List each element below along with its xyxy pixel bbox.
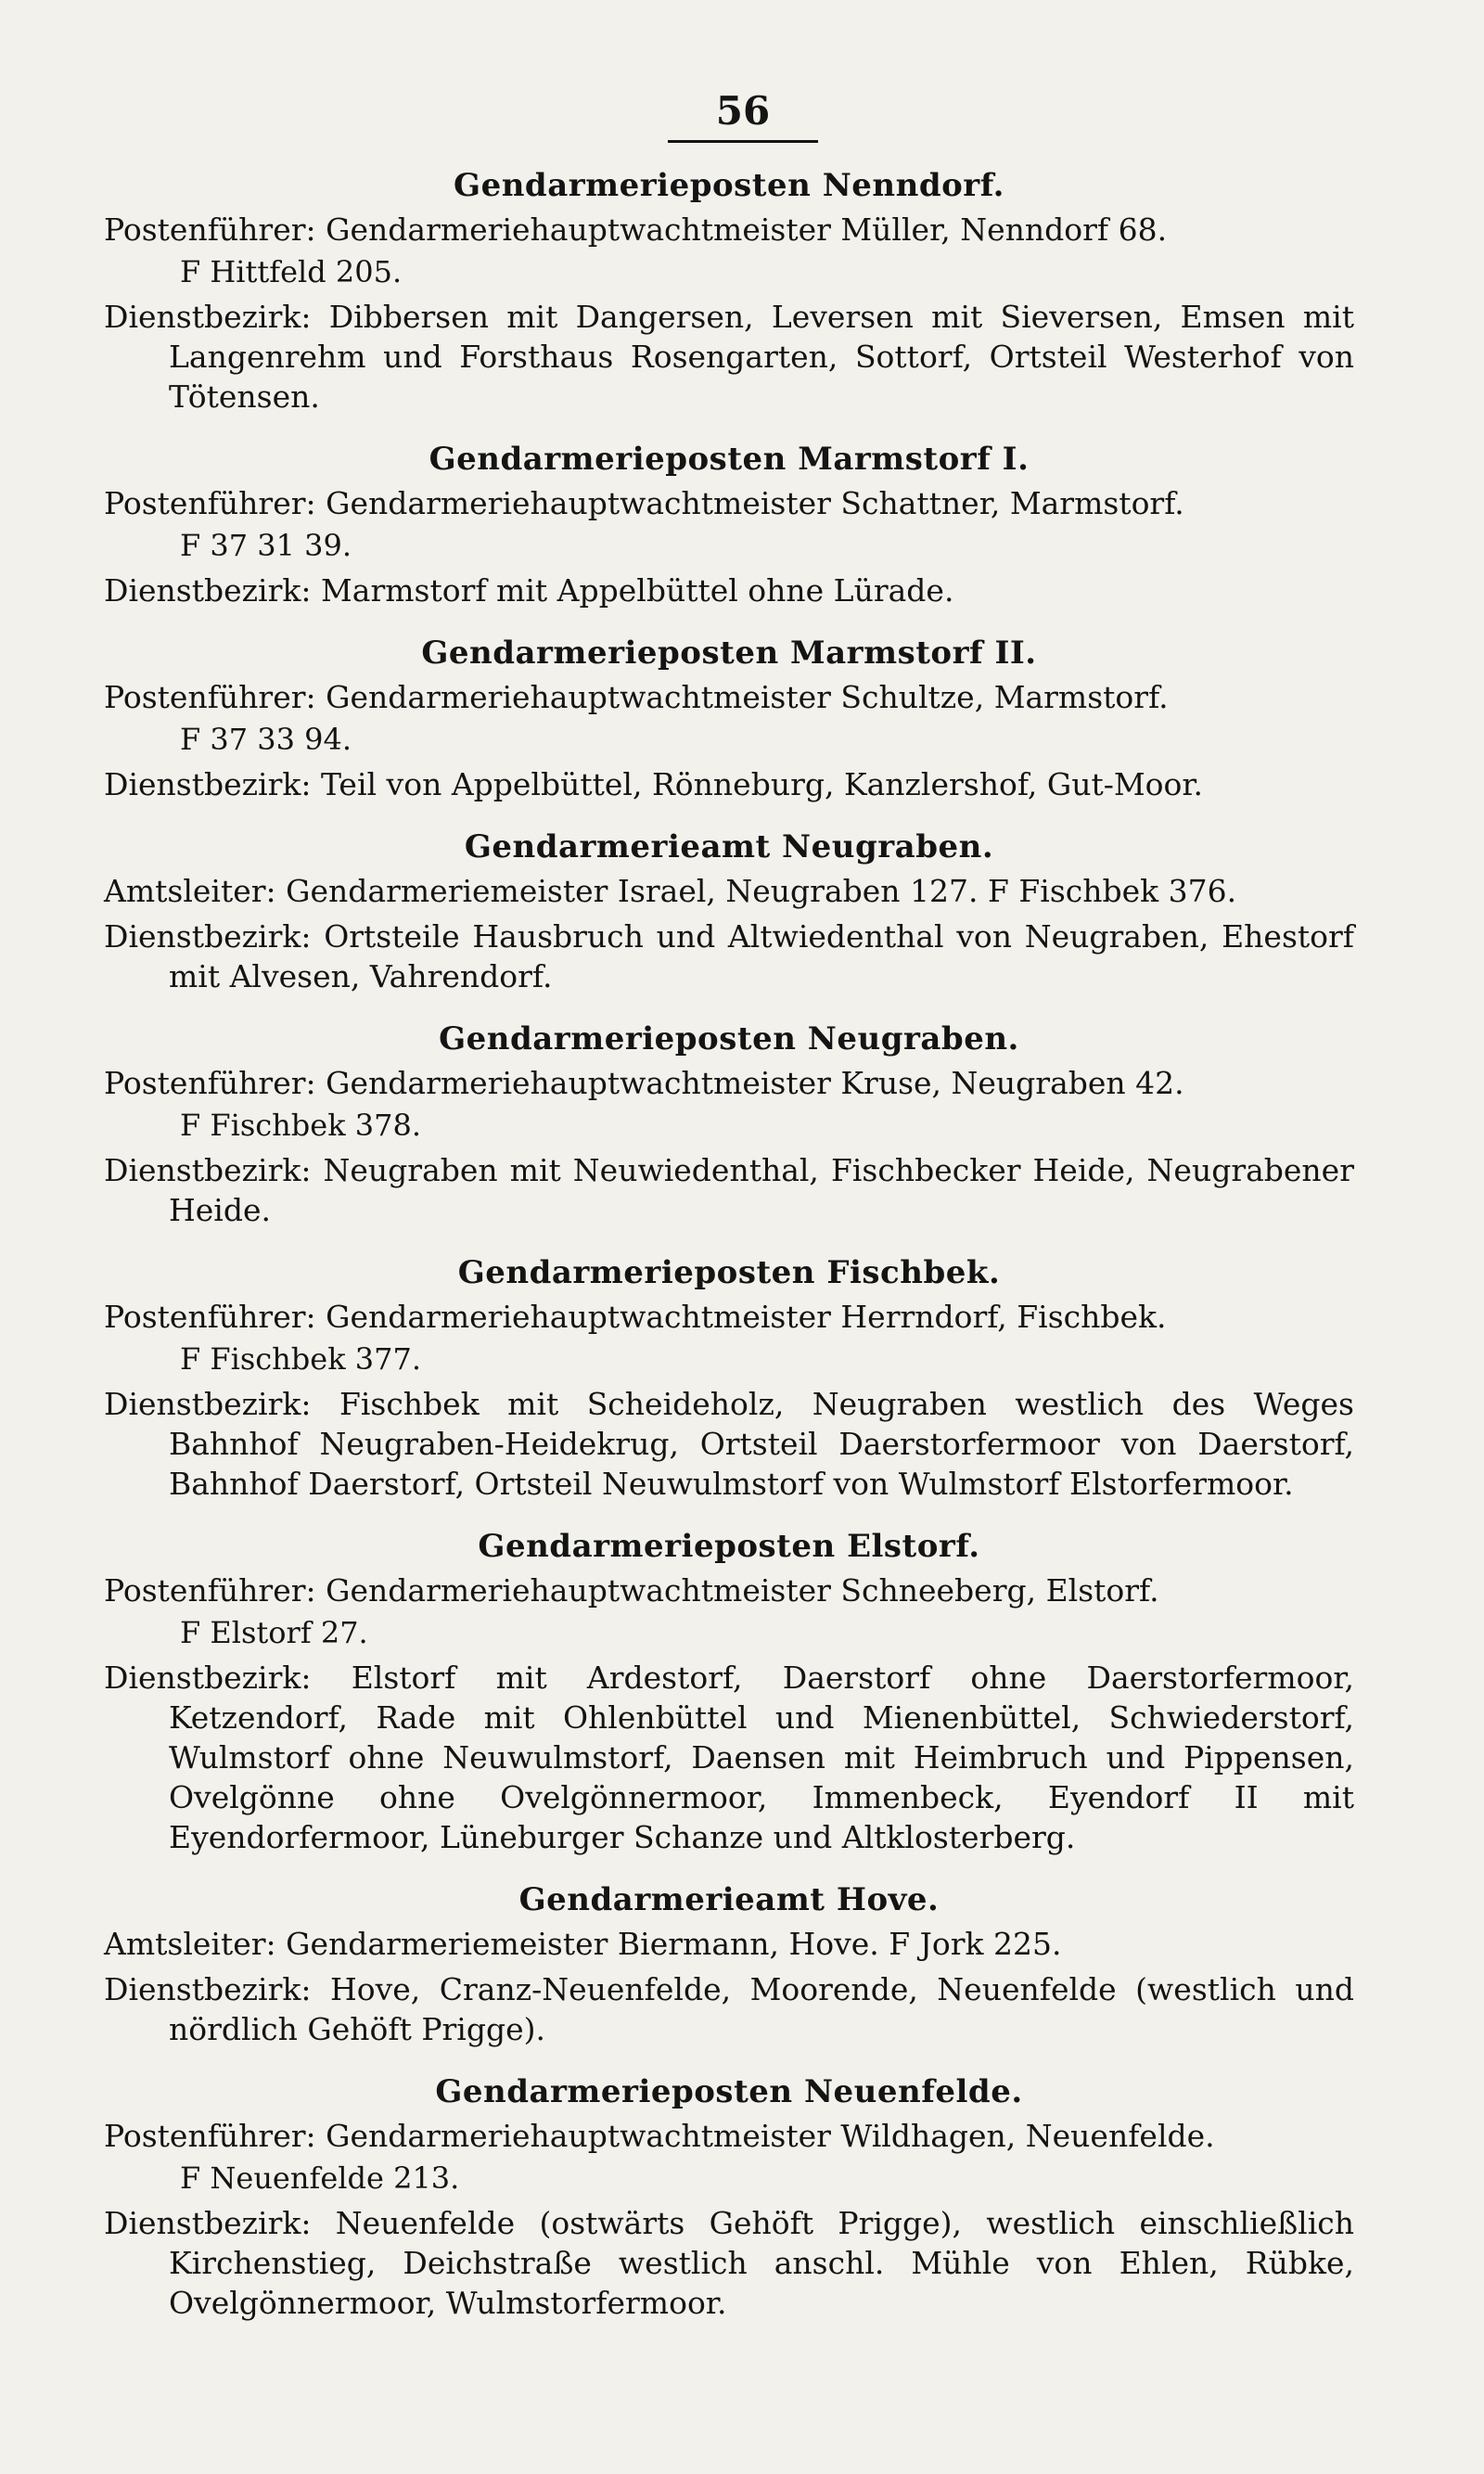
- entry-label: Postenführer:: [104, 679, 316, 716]
- entry-text: Gendarmeriehauptwachtmeister Schultze, Marmstorf.: [326, 679, 1169, 716]
- phone-line: F Fischbek 377.: [180, 1341, 421, 1378]
- page-header: [132, 88, 1354, 143]
- entry-label: Dienstbezirk:: [104, 1152, 312, 1189]
- entry-label: Dienstbezirk:: [104, 918, 312, 955]
- entry-line: [104, 1658, 1354, 1857]
- section-title: Gendarmerieposten Elstorf.: [478, 1528, 980, 1566]
- section-title: Gendarmerieposten Marmstorf II.: [421, 635, 1037, 673]
- entry-text: Gendarmeriehauptwachtmeister Herrndorf, Fischbek.: [326, 1299, 1167, 1336]
- section-title: Gendarmerieamt Neugraben.: [464, 828, 994, 866]
- section-title: Gendarmerieposten Marmstorf I.: [429, 441, 1030, 479]
- entry-line: [104, 297, 1354, 417]
- section-title: Gendarmerieposten Nenndorf.: [454, 167, 1004, 205]
- section: [104, 439, 1354, 610]
- entry-text: Elstorf mit Ardestorf, Daerstorf ohne Daerstorfermoor, Ketzendorf, Rade mit Ohlenbüttel und Mienenbüttel, Schwiederstorf, Wulmstorf ohne Neuwulmstorf, Daensen mit Heimbruch und Pippensen, Ovelgönne ohne Ovelgönnermoor, Immenbeck, Eyendorf II mit Eyendorfermoor, Lüneburger Schanze und Altklosterberg.: [169, 1660, 1355, 1856]
- entry-text: Gendarmeriemeister Israel, Neugraben 127. F Fischbek 376.: [286, 873, 1237, 910]
- entry-label: Dienstbezirk:: [104, 1971, 312, 2008]
- entry-line: [104, 210, 1354, 250]
- entry-label: Postenführer:: [104, 1299, 316, 1336]
- entry-text: Gendarmeriemeister Biermann, Hove. F Jork 225.: [286, 1926, 1062, 1963]
- section: [104, 1019, 1354, 1230]
- section: [104, 165, 1354, 417]
- entry-text: Gendarmeriehauptwachtmeister Kruse, Neugraben 42.: [326, 1065, 1184, 1102]
- section: [104, 827, 1354, 996]
- entry-label: Postenführer:: [104, 212, 316, 249]
- entry-line: [104, 917, 1354, 996]
- entry-label: Dienstbezirk:: [104, 1660, 312, 1697]
- phone-line: F Neuenfelde 213.: [180, 2160, 460, 2197]
- entry-line: [104, 871, 1354, 911]
- entry-text: Hove, Cranz-Neuenfelde, Moorende, Neuenfelde (westlich und nördlich Gehöft Prigge).: [169, 1971, 1354, 2048]
- entry-line: [104, 764, 1354, 804]
- entry-label: Postenführer:: [104, 485, 316, 522]
- entry-label: Dienstbezirk:: [104, 572, 312, 609]
- section-title: Gendarmerieamt Hove.: [518, 1881, 940, 1919]
- sections-container: [104, 165, 1354, 2323]
- entry-label: Postenführer:: [104, 2118, 316, 2155]
- entry-label: Dienstbezirk:: [104, 2205, 312, 2242]
- entry-line: [104, 677, 1354, 717]
- phone-line: F Hittfeld 205.: [180, 254, 403, 290]
- phone-line: F 37 31 39.: [180, 528, 352, 564]
- entry-line: [104, 1150, 1354, 1230]
- entry-line: [104, 1063, 1354, 1103]
- page-number: 56: [668, 88, 818, 143]
- entry-text: Gendarmeriehauptwachtmeister Schattner, Marmstorf.: [326, 485, 1184, 522]
- entry-line: [104, 2203, 1354, 2323]
- entry-text: Gendarmeriehauptwachtmeister Schneeberg, Elstorf.: [326, 1572, 1159, 1609]
- entry-line: [104, 1969, 1354, 2049]
- entry-line: [104, 1297, 1354, 1337]
- entry-text: Neugraben mit Neuwiedenthal, Fischbecker Heide, Neugrabener Heide.: [169, 1152, 1354, 1229]
- phone-line: F Elstorf 27.: [180, 1615, 368, 1651]
- section-title: Gendarmerieposten Neuenfelde.: [435, 2073, 1023, 2111]
- entry-line: [104, 570, 1354, 610]
- entry-text: Teil von Appelbüttel, Rönneburg, Kanzlershof, Gut-Moor.: [320, 766, 1204, 803]
- entry-text: Gendarmeriehauptwachtmeister Müller, Nenndorf 68.: [326, 212, 1168, 249]
- section-title: Gendarmerieposten Fischbek.: [457, 1254, 1001, 1292]
- entry-text: Ortsteile Hausbruch und Altwiedenthal von Neugraben, Ehestorf mit Alvesen, Vahrendorf.: [169, 918, 1354, 995]
- entry-line: [104, 2116, 1354, 2156]
- entry-text: Fischbek mit Scheideholz, Neugraben westlich des Weges Bahnhof Neugraben-Heidekrug, Ortsteil Daerstorfermoor von Daerstorf, Bahnhof Daerstorf, Ortsteil Neuwulmstorf von Wulmstorf Elstorfermoor.: [169, 1386, 1354, 1503]
- entry-label: Postenführer:: [104, 1065, 316, 1102]
- entry-line: [104, 1384, 1354, 1504]
- entry-text: Dibbersen mit Dangersen, Leversen mit Sieversen, Emsen mit Langenrehm und Forsthaus Rosengarten, Sottorf, Ortsteil Westerhof von Tötensen.: [169, 299, 1354, 416]
- section: [104, 2071, 1354, 2323]
- entry-label: Postenführer:: [104, 1572, 316, 1609]
- entry-label: Amtsleiter:: [104, 873, 276, 910]
- entry-label: Dienstbezirk:: [104, 1386, 312, 1423]
- entry-line: [104, 483, 1354, 523]
- entry-label: Dienstbezirk:: [104, 766, 312, 803]
- entry-line: [104, 1570, 1354, 1610]
- entry-text: Marmstorf mit Appelbüttel ohne Lürade.: [320, 572, 954, 609]
- phone-line: F 37 33 94.: [180, 722, 352, 758]
- section: [104, 633, 1354, 804]
- entry-text: Gendarmeriehauptwachtmeister Wildhagen, Neuenfelde.: [326, 2118, 1215, 2155]
- phone-line: F Fischbek 378.: [180, 1108, 421, 1144]
- entry-label: Amtsleiter:: [104, 1926, 276, 1963]
- section: [104, 1526, 1354, 1857]
- section: [104, 1879, 1354, 2049]
- section-title: Gendarmerieposten Neugraben.: [439, 1020, 1019, 1058]
- entry-label: Dienstbezirk:: [104, 299, 312, 336]
- entry-line: [104, 1924, 1354, 1964]
- section: [104, 1252, 1354, 1504]
- entry-text: Neuenfelde (ostwärts Gehöft Prigge), westlich einschließlich Kirchenstieg, Deichstraße westlich anschl. Mühle von Ehlen, Rübke, Ovelgönnermoor, Wulmstorfermoor.: [169, 2205, 1354, 2322]
